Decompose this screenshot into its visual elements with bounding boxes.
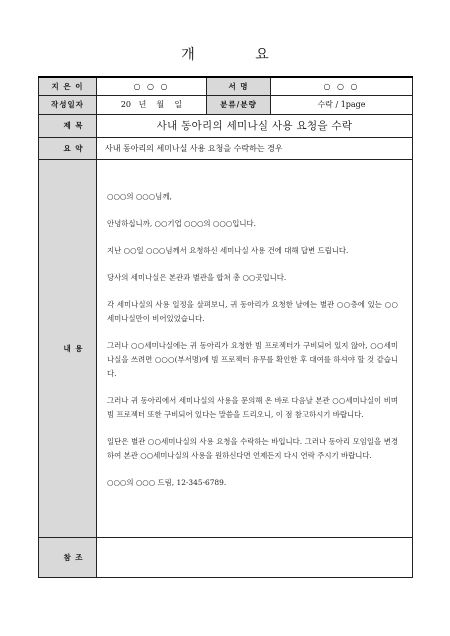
summary-value: 사내 동아리의 세미나실 사용 요청을 수락하는 경우 [97,137,413,159]
date-value: 20 년 월 일 [97,95,207,114]
reference-row [39,537,413,577]
body-paragraph: 그러나 귀 동아리에서 세미나실의 사용을 문의해 온 바로 다음날 본관 ○○세미나실이 비며 빔 프로젝터 또한 구비되어 있다는 말씀을 드리오니, 이 점 참고하시기 바랍니다. [107,395,398,419]
body-paragraph: 일단은 별관 ○○세미나실의 사용 요청을 수락하는 바입니다. 그러나 동아리 모임일을 변경하여 본관 ○○세미나실의 사용을 원하신다면 언제든지 다시 연락 주시기 바랍니다. [107,436,398,460]
body-paragraph: 당사의 세미나실은 본관과 별관을 합쳐 총 ○○곳입니다. [107,272,287,282]
signature-value: ○ ○ ○ [271,77,413,95]
subject-label: 제 목 [39,114,97,137]
body-paragraph: 지난 ○○일 ○○○님께서 요청하신 세미나실 사용 건에 대해 답변 드립니다. [107,245,349,255]
body-paragraph: 그러나 ○○세미나실에는 귀 동아리가 요청한 빔 프로젝터가 구비되어 있지 않아, ○○세미나실을 쓰려면 ○○○(부서명)에 빔 프로젝터 유무를 확인한 후 대여를 하셔야 할 것 같습니다. [107,340,398,378]
signature-label: 서 명 [207,77,271,95]
content-row [39,159,413,537]
reference-label: 참 조 [39,537,97,577]
subject-row [39,114,413,137]
body-paragraph: ○○○의 ○○○ 드림, 12-345-6789. [107,477,227,487]
author-row [39,77,413,95]
date-label: 작성일자 [39,95,97,114]
category-label: 분류/분량 [207,95,271,114]
subject-value: 사내 동아리의 세미나실 사용 요청을 수락 [97,114,413,137]
content-body [97,159,413,537]
document-title: 개 요 [181,47,297,63]
category-value: 수락 / 1page [271,95,413,114]
summary-row [39,137,413,159]
body-paragraph: 안녕하십니까, ○○기업 ○○○의 ○○○입니다. [107,218,257,228]
body-paragraph: 각 세미나실의 사용 일정을 살펴보니, 귀 동아리가 요청한 날에는 별관 ○○층에 있는 ○○세미나실만이 비어있었습니다. [107,299,398,323]
reference-value [97,537,413,577]
summary-form-table [38,76,413,578]
body-paragraph: ○○○의 ○○○님께, [107,191,172,201]
author-value: ○ ○ ○ [97,77,207,95]
content-label: 내 용 [39,159,97,537]
date-row [39,95,413,114]
summary-label: 요 약 [39,137,97,159]
author-label: 지 은 이 [39,77,97,95]
